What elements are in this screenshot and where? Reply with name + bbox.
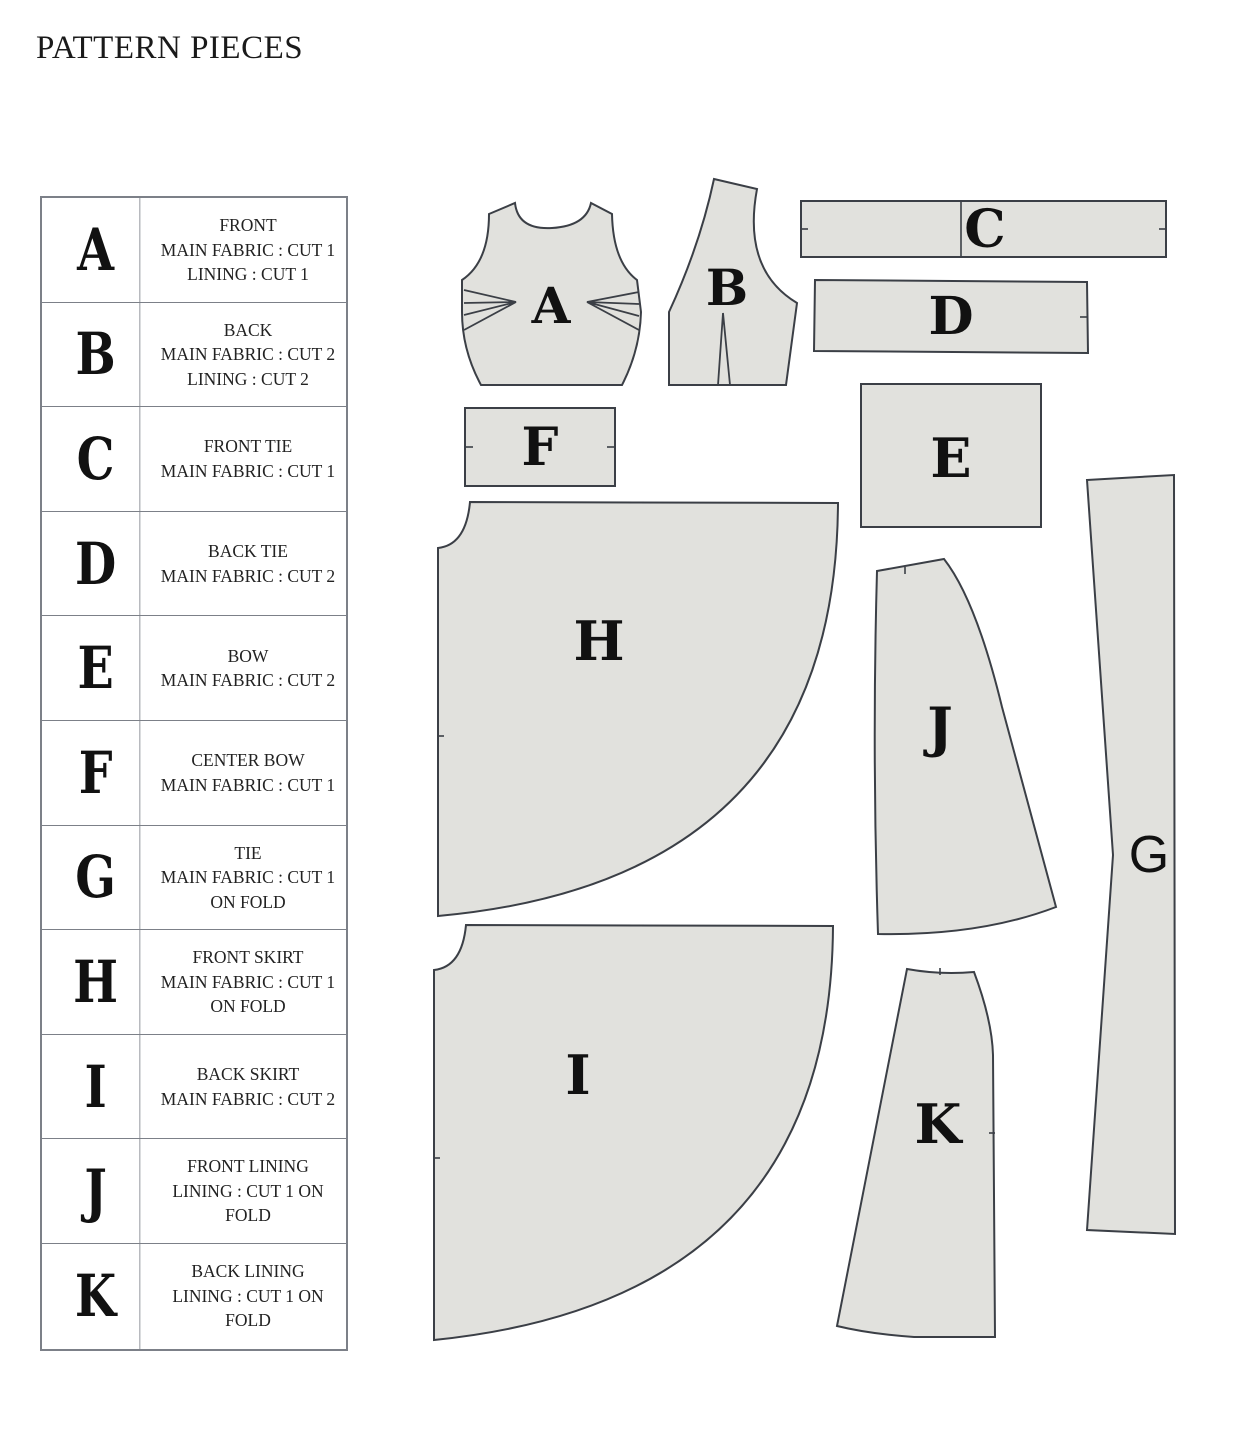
legend-line: BOW bbox=[227, 645, 269, 666]
legend-line: MAIN FABRIC : CUT 1 bbox=[160, 971, 336, 992]
legend-line: FRONT LINING bbox=[187, 1156, 309, 1177]
legend-line: MAIN FABRIC : CUT 1 bbox=[160, 867, 336, 888]
legend-letter: E bbox=[52, 616, 141, 720]
piece-a-front bbox=[462, 203, 641, 385]
piece-label-i: I bbox=[565, 1043, 591, 1107]
piece-label-a: A bbox=[531, 276, 571, 335]
legend-line: FRONT SKIRT bbox=[192, 947, 304, 968]
legend-line: BACK LINING bbox=[191, 1261, 305, 1282]
legend-line: FRONT bbox=[219, 215, 277, 236]
legend-line: MAIN FABRIC : CUT 1 bbox=[160, 239, 336, 260]
legend-letter: D bbox=[52, 512, 141, 616]
legend-line: MAIN FABRIC : CUT 1 bbox=[160, 774, 336, 795]
legend-line: FOLD bbox=[225, 1310, 271, 1331]
piece-label-k: K bbox=[914, 1092, 962, 1156]
legend-letter: I bbox=[52, 1035, 141, 1139]
legend-line: LINING : CUT 1 ON bbox=[172, 1180, 324, 1201]
legend-line: LINING : CUT 1 bbox=[187, 264, 309, 285]
legend-line: FOLD bbox=[225, 1205, 271, 1226]
piece-c-front-tie bbox=[801, 199, 1166, 260]
legend-line: MAIN FABRIC : CUT 2 bbox=[160, 670, 336, 691]
legend-line: MAIN FABRIC : CUT 1 bbox=[160, 460, 336, 481]
legend-line: MAIN FABRIC : CUT 2 bbox=[160, 1088, 336, 1109]
piece-label-e: E bbox=[930, 426, 972, 490]
legend-letter: G bbox=[52, 826, 141, 930]
legend-letter: J bbox=[52, 1139, 141, 1243]
piece-label-c: C bbox=[964, 199, 1006, 260]
legend-line: BACK TIE bbox=[208, 541, 288, 562]
piece-b-back bbox=[669, 179, 797, 385]
legend-line: CENTER BOW bbox=[191, 750, 305, 771]
piece-d-back-tie bbox=[814, 280, 1088, 353]
piece-label-h: H bbox=[573, 609, 625, 673]
piece-h-front-skirt bbox=[438, 502, 838, 916]
piece-label-g: G bbox=[1128, 826, 1170, 884]
legend-letter: A bbox=[52, 198, 141, 302]
legend-letter: K bbox=[52, 1244, 141, 1349]
legend-letter: H bbox=[52, 930, 141, 1034]
legend-line: ON FOLD bbox=[210, 891, 286, 912]
legend-line: MAIN FABRIC : CUT 2 bbox=[160, 565, 336, 586]
legend-letter: C bbox=[52, 407, 141, 511]
piece-g-tie bbox=[1087, 475, 1175, 1234]
legend-line: LINING : CUT 2 bbox=[187, 368, 309, 389]
piece-label-b: B bbox=[705, 258, 749, 317]
piece-label-d: D bbox=[928, 286, 974, 347]
legend-line: TIE bbox=[234, 842, 262, 863]
piece-f-center-bow bbox=[465, 408, 615, 486]
legend-line: LINING : CUT 1 ON bbox=[172, 1285, 324, 1306]
piece-i-back-skirt bbox=[434, 925, 833, 1340]
page-title: PATTERN PIECES bbox=[36, 30, 304, 66]
legend-letter: B bbox=[52, 303, 141, 407]
legend-letter: F bbox=[52, 721, 141, 825]
piece-k-back-lining bbox=[837, 968, 995, 1337]
legend-line: BACK SKIRT bbox=[196, 1064, 300, 1085]
legend-line: BACK bbox=[223, 319, 273, 340]
piece-j-front-lining bbox=[875, 559, 1056, 934]
legend-line: ON FOLD bbox=[210, 996, 286, 1017]
legend-line: MAIN FABRIC : CUT 2 bbox=[160, 344, 336, 365]
piece-e-bow bbox=[861, 384, 1041, 527]
legend-line: FRONT TIE bbox=[203, 436, 293, 457]
piece-label-j: J bbox=[927, 695, 953, 759]
piece-label-f: F bbox=[521, 417, 559, 478]
